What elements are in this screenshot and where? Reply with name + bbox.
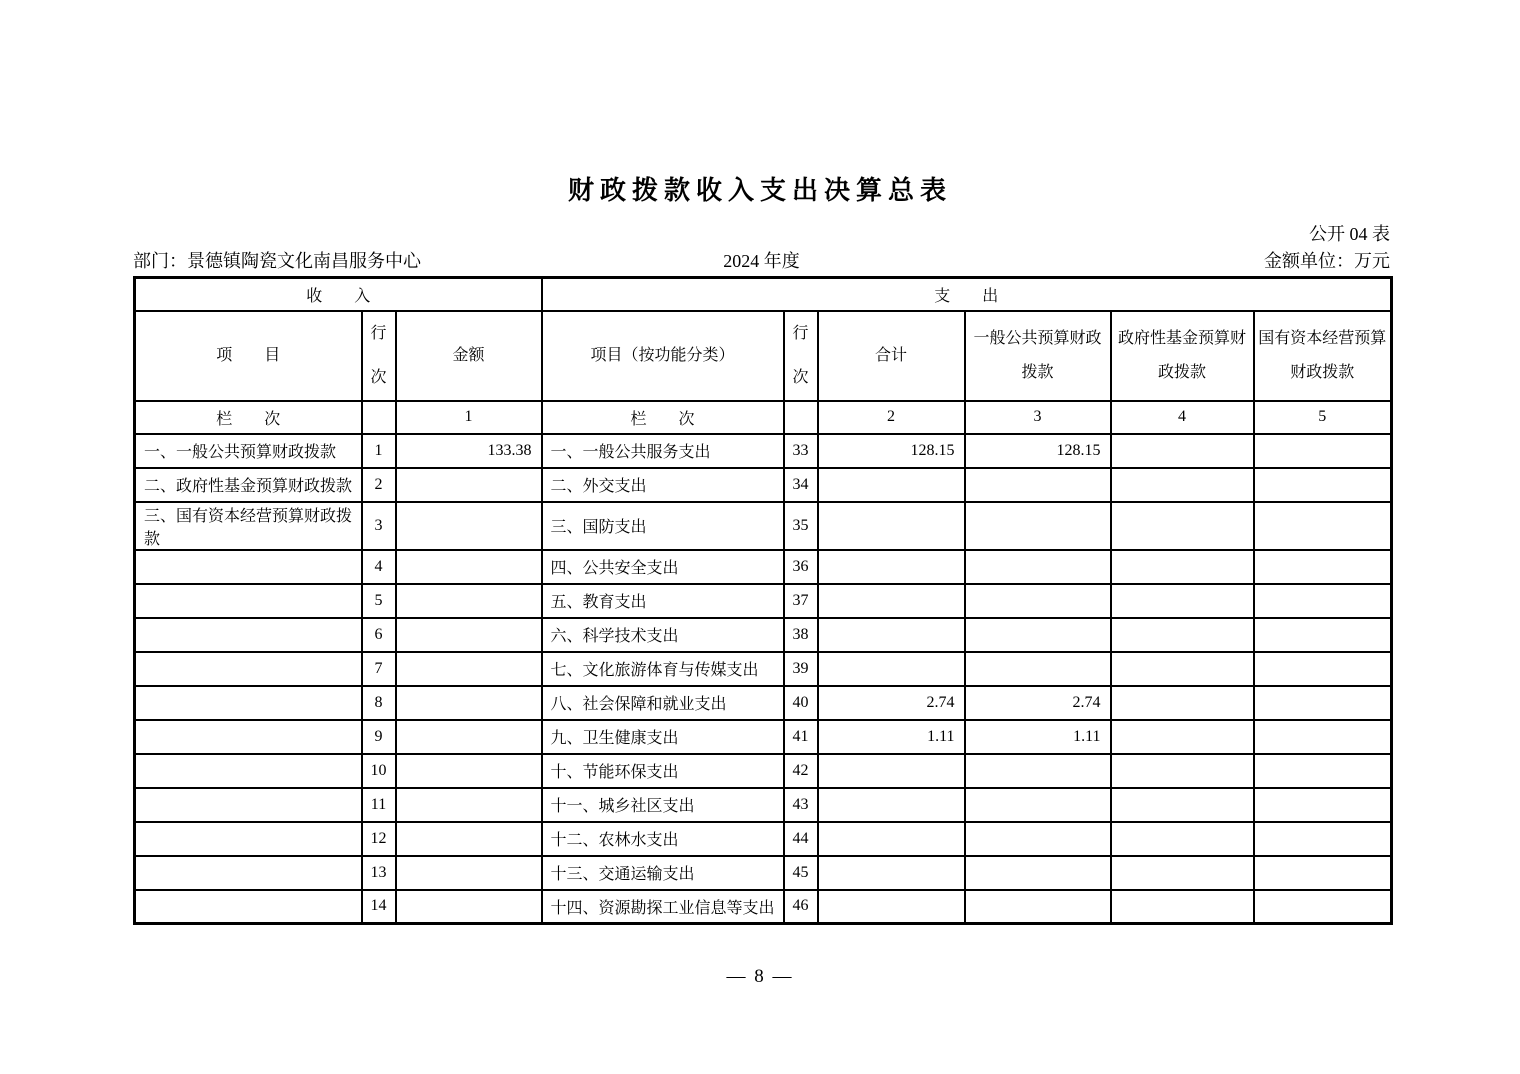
exp-rowno-cell: 38 — [784, 618, 818, 652]
exp-item-cell: 九、卫生健康支出 — [542, 720, 784, 754]
exp-total-cell — [818, 468, 965, 502]
col-header-total: 合计 — [818, 311, 965, 401]
exp-state-cell — [1254, 584, 1392, 618]
income-rowno-cell: 4 — [362, 550, 396, 584]
exp-item-cell: 六、科学技术支出 — [542, 618, 784, 652]
section-header-row — [135, 278, 1392, 311]
income-rowno-cell: 1 — [362, 434, 396, 468]
exp-general-cell: 1.11 — [965, 720, 1111, 754]
exp-total-cell — [818, 890, 965, 924]
exp-state-cell — [1254, 754, 1392, 788]
exp-item-cell: 十、节能环保支出 — [542, 754, 784, 788]
income-rowno-cell: 8 — [362, 686, 396, 720]
exp-fund-cell — [1111, 754, 1254, 788]
exp-fund-cell — [1111, 584, 1254, 618]
page-title: 财政拨款收入支出决算总表 — [567, 176, 952, 206]
income-amount-cell — [396, 618, 542, 652]
exp-total-cell — [818, 788, 965, 822]
exp-fund-cell — [1111, 652, 1254, 686]
exp-general-cell — [965, 754, 1111, 788]
meta-line — [133, 247, 1390, 273]
exp-general-cell: 2.74 — [965, 686, 1111, 720]
exp-fund-cell — [1111, 822, 1254, 856]
exp-state-cell — [1254, 468, 1392, 502]
income-amount-cell: 133.38 — [396, 434, 542, 468]
exp-fund-cell — [1111, 788, 1254, 822]
income-item-cell — [135, 788, 362, 822]
exp-fund-cell — [1111, 550, 1254, 584]
table-row — [135, 468, 1392, 502]
exp-state-cell — [1254, 550, 1392, 584]
index-income-label: 栏 次 — [135, 401, 362, 434]
income-rowno-cell: 5 — [362, 584, 396, 618]
income-rowno-cell: 12 — [362, 822, 396, 856]
exp-general-cell — [965, 584, 1111, 618]
income-amount-cell — [396, 550, 542, 584]
income-rowno-cell: 10 — [362, 754, 396, 788]
exp-total-cell — [818, 618, 965, 652]
col-header-amount: 金额 — [396, 311, 542, 401]
amount-unit-label: 金额单位：万元 — [1264, 251, 1390, 271]
exp-total-cell — [818, 584, 965, 618]
exp-fund-cell — [1111, 890, 1254, 924]
exp-state-cell — [1254, 686, 1392, 720]
exp-total-cell — [818, 754, 965, 788]
table-row — [135, 584, 1392, 618]
exp-state-cell — [1254, 720, 1392, 754]
exp-total-cell — [818, 822, 965, 856]
exp-fund-cell — [1111, 618, 1254, 652]
exp-fund-cell — [1111, 720, 1254, 754]
income-rowno-cell: 9 — [362, 720, 396, 754]
income-rowno-cell: 11 — [362, 788, 396, 822]
exp-state-cell — [1254, 856, 1392, 890]
exp-state-cell — [1254, 618, 1392, 652]
exp-item-cell: 八、社会保障和就业支出 — [542, 686, 784, 720]
income-rowno-cell: 7 — [362, 652, 396, 686]
income-amount-cell — [396, 652, 542, 686]
exp-total-cell: 128.15 — [818, 434, 965, 468]
income-section-header: 收 入 — [135, 278, 542, 311]
exp-general-cell — [965, 890, 1111, 924]
fiscal-appropriation-table — [133, 276, 1393, 925]
column-header-row — [135, 311, 1392, 401]
exp-state-cell — [1254, 890, 1392, 924]
income-rowno-cell: 14 — [362, 890, 396, 924]
fiscal-year-label: 2024 年度 — [723, 251, 800, 271]
exp-rowno-cell: 44 — [784, 822, 818, 856]
index-income-rowno — [362, 401, 396, 434]
income-item-cell — [135, 618, 362, 652]
exp-item-cell: 四、公共安全支出 — [542, 550, 784, 584]
table-row — [135, 754, 1392, 788]
col-header-income-rowno — [362, 311, 396, 401]
exp-general-cell — [965, 550, 1111, 584]
income-rowno-vertical-label: 行次 — [370, 324, 387, 386]
income-item-cell — [135, 754, 362, 788]
exp-rowno-cell: 34 — [784, 468, 818, 502]
table-row — [135, 720, 1392, 754]
department-label: 部门：景德镇陶瓷文化南昌服务中心 — [133, 251, 421, 271]
table-row — [135, 890, 1392, 924]
table-row — [135, 550, 1392, 584]
income-item-cell — [135, 856, 362, 890]
income-amount-cell — [396, 502, 542, 550]
exp-general-cell: 128.15 — [965, 434, 1111, 468]
page-number: — 8 — — [726, 966, 794, 987]
exp-total-cell — [818, 550, 965, 584]
table-row — [135, 502, 1392, 550]
exp-item-cell: 三、国防支出 — [542, 502, 784, 550]
exp-rowno-cell: 40 — [784, 686, 818, 720]
income-amount-cell — [396, 788, 542, 822]
index-exp-fund: 4 — [1111, 401, 1254, 434]
exp-general-cell — [965, 502, 1111, 550]
income-amount-cell — [396, 584, 542, 618]
table-row — [135, 618, 1392, 652]
col-header-exp-rowno — [784, 311, 818, 401]
exp-item-cell: 十一、城乡社区支出 — [542, 788, 784, 822]
exp-state-cell — [1254, 502, 1392, 550]
income-item-cell — [135, 686, 362, 720]
income-amount-cell — [396, 822, 542, 856]
exp-fund-cell — [1111, 856, 1254, 890]
col-header-exp-item: 项目（按功能分类） — [542, 311, 784, 401]
income-item-cell — [135, 652, 362, 686]
income-amount-cell — [396, 754, 542, 788]
income-amount-cell — [396, 468, 542, 502]
exp-state-cell — [1254, 788, 1392, 822]
exp-item-cell: 十二、农林水支出 — [542, 822, 784, 856]
income-item-cell — [135, 720, 362, 754]
exp-general-cell — [965, 618, 1111, 652]
table-row — [135, 788, 1392, 822]
index-exp-state: 5 — [1254, 401, 1392, 434]
income-amount-cell — [396, 686, 542, 720]
exp-total-cell — [818, 856, 965, 890]
exp-rowno-cell: 45 — [784, 856, 818, 890]
income-rowno-cell: 3 — [362, 502, 396, 550]
exp-item-cell: 十三、交通运输支出 — [542, 856, 784, 890]
exp-general-cell — [965, 856, 1111, 890]
exp-rowno-cell: 35 — [784, 502, 818, 550]
index-income-amount: 1 — [396, 401, 542, 434]
income-item-cell: 一、一般公共预算财政拨款 — [135, 434, 362, 468]
expenditure-section-header: 支 出 — [542, 278, 1392, 311]
exp-rowno-cell: 37 — [784, 584, 818, 618]
income-item-cell — [135, 550, 362, 584]
exp-state-cell — [1254, 822, 1392, 856]
exp-total-cell — [818, 652, 965, 686]
exp-item-cell: 十四、资源勘探工业信息等支出 — [542, 890, 784, 924]
column-index-row — [135, 401, 1392, 434]
table-code-label: 公开 04 表 — [1309, 224, 1390, 244]
income-rowno-cell: 13 — [362, 856, 396, 890]
exp-total-cell — [818, 502, 965, 550]
income-item-cell — [135, 822, 362, 856]
exp-item-cell: 一、一般公共服务支出 — [542, 434, 784, 468]
table-row — [135, 686, 1392, 720]
exp-item-cell: 二、外交支出 — [542, 468, 784, 502]
income-item-cell: 二、政府性基金预算财政拨款 — [135, 468, 362, 502]
table-row — [135, 652, 1392, 686]
table-row — [135, 434, 1392, 468]
exp-fund-cell — [1111, 686, 1254, 720]
exp-general-cell — [965, 822, 1111, 856]
exp-rowno-cell: 43 — [784, 788, 818, 822]
exp-general-cell — [965, 788, 1111, 822]
exp-item-cell: 七、文化旅游体育与传媒支出 — [542, 652, 784, 686]
exp-total-cell: 1.11 — [818, 720, 965, 754]
exp-rowno-vertical-label: 行次 — [792, 324, 809, 386]
exp-state-cell — [1254, 652, 1392, 686]
exp-general-cell — [965, 468, 1111, 502]
income-amount-cell — [396, 720, 542, 754]
exp-general-cell — [965, 652, 1111, 686]
exp-rowno-cell: 36 — [784, 550, 818, 584]
col-header-gov-fund: 政府性基金预算财政拨款 — [1111, 311, 1254, 401]
index-exp-label: 栏 次 — [542, 401, 784, 434]
exp-rowno-cell: 39 — [784, 652, 818, 686]
index-exp-general: 3 — [965, 401, 1111, 434]
income-rowno-cell: 6 — [362, 618, 396, 652]
income-rowno-cell: 2 — [362, 468, 396, 502]
exp-rowno-cell: 33 — [784, 434, 818, 468]
table-row — [135, 856, 1392, 890]
income-item-cell — [135, 584, 362, 618]
exp-rowno-cell: 41 — [784, 720, 818, 754]
income-amount-cell — [396, 890, 542, 924]
table-row — [135, 822, 1392, 856]
income-item-cell: 三、国有资本经营预算财政拨款 — [135, 502, 362, 550]
exp-item-cell: 五、教育支出 — [542, 584, 784, 618]
index-exp-total: 2 — [818, 401, 965, 434]
col-header-state-capital: 国有资本经营预算财政拨款 — [1254, 311, 1392, 401]
index-exp-rowno — [784, 401, 818, 434]
exp-state-cell — [1254, 434, 1392, 468]
exp-rowno-cell: 46 — [784, 890, 818, 924]
exp-rowno-cell: 42 — [784, 754, 818, 788]
exp-fund-cell — [1111, 434, 1254, 468]
income-amount-cell — [396, 856, 542, 890]
col-header-general-budget: 一般公共预算财政拨款 — [965, 311, 1111, 401]
income-item-cell — [135, 890, 362, 924]
exp-fund-cell — [1111, 502, 1254, 550]
col-header-income-item: 项 目 — [135, 311, 362, 401]
exp-total-cell: 2.74 — [818, 686, 965, 720]
exp-fund-cell — [1111, 468, 1254, 502]
